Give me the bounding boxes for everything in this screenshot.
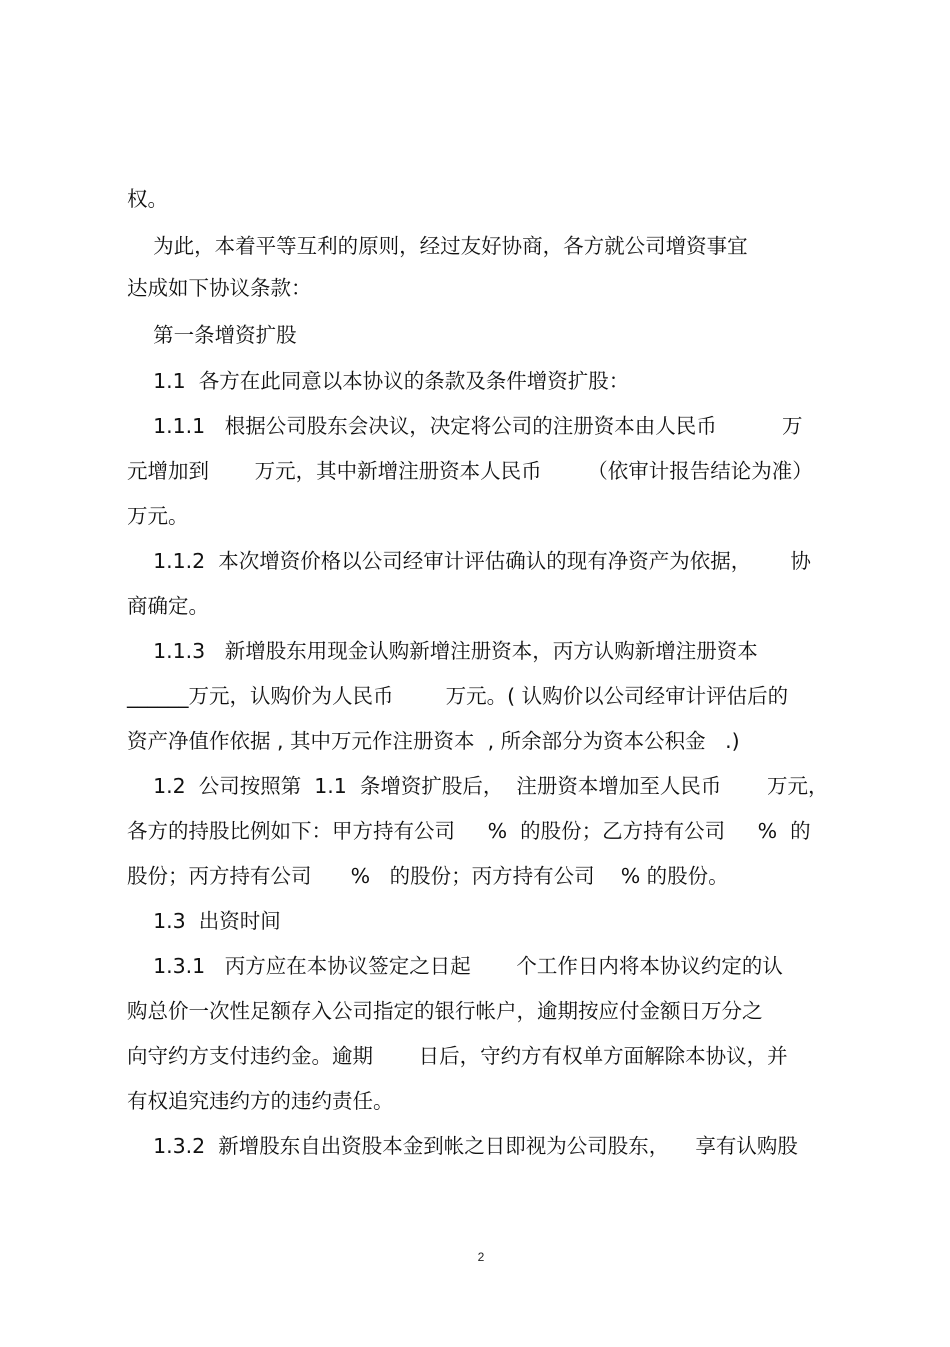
text-line: 股份；丙方持有公司 % 的股份；丙方持有公司 % 的股份。 (127, 864, 729, 888)
text-line: 1.1.1 根据公司股东会决议，决定将公司的注册资本由人民币 万 (127, 414, 803, 438)
section-heading: 第一条增资扩股 (127, 323, 297, 347)
page-number: 2 (477, 1250, 485, 1264)
text-line: ______万元，认购价为人民币 万元。( 认购价以公司经审计评估后的 (127, 684, 789, 708)
text-line: 权。 (127, 187, 168, 211)
section-heading: 1.3 出资时间 (127, 909, 281, 933)
text-line: 1.1 各方在此同意以本协议的条款及条件增资扩股： (127, 369, 630, 393)
text-line: 商确定。 (127, 594, 209, 618)
text-line: 1.3.1 丙方应在本协议签定之日起 个工作日内将本协议约定的认 (127, 954, 783, 978)
text-line: 有权追究违约方的违约责任。 (127, 1089, 394, 1113)
text-line: 1.1.2 本次增资价格以公司经审计评估确认的现有净资产为依据， 协 (127, 549, 811, 573)
text-line: 1.1.3 新增股东用现金认购新增注册资本，丙方认购新增注册资本 (127, 639, 758, 663)
text-line: 1.2 公司按照第 1.1 条增资扩股后， 注册资本增加至人民币 万元， (127, 774, 829, 798)
text-line: 各方的持股比例如下：甲方持有公司 % 的股份；乙方持有公司 % 的 (127, 819, 811, 843)
text-line: 购总价一次性足额存入公司指定的银行帐户，逾期按应付金额日万分之 (127, 999, 763, 1023)
text-line: 万元。 (127, 504, 189, 528)
text-line: 元增加到 万元，其中新增注册资本人民币 （依审计报告结论为准） (127, 459, 813, 483)
text-line: 达成如下协议条款： (127, 276, 312, 300)
text-line: 资产净值作依据 , 其中万元作注册资本 , 所余部分为资本公积金 .) (127, 729, 740, 753)
text-line: 为此，本着平等互利的原则，经过友好协商，各方就公司增资事宜 (127, 234, 748, 258)
text-line: 1.3.2 新增股东自出资股本金到帐之日即视为公司股东， 享有认购股 (127, 1134, 798, 1158)
text-line: 向守约方支付违约金。逾期 日后，守约方有权单方面解除本协议，并 (127, 1044, 788, 1068)
